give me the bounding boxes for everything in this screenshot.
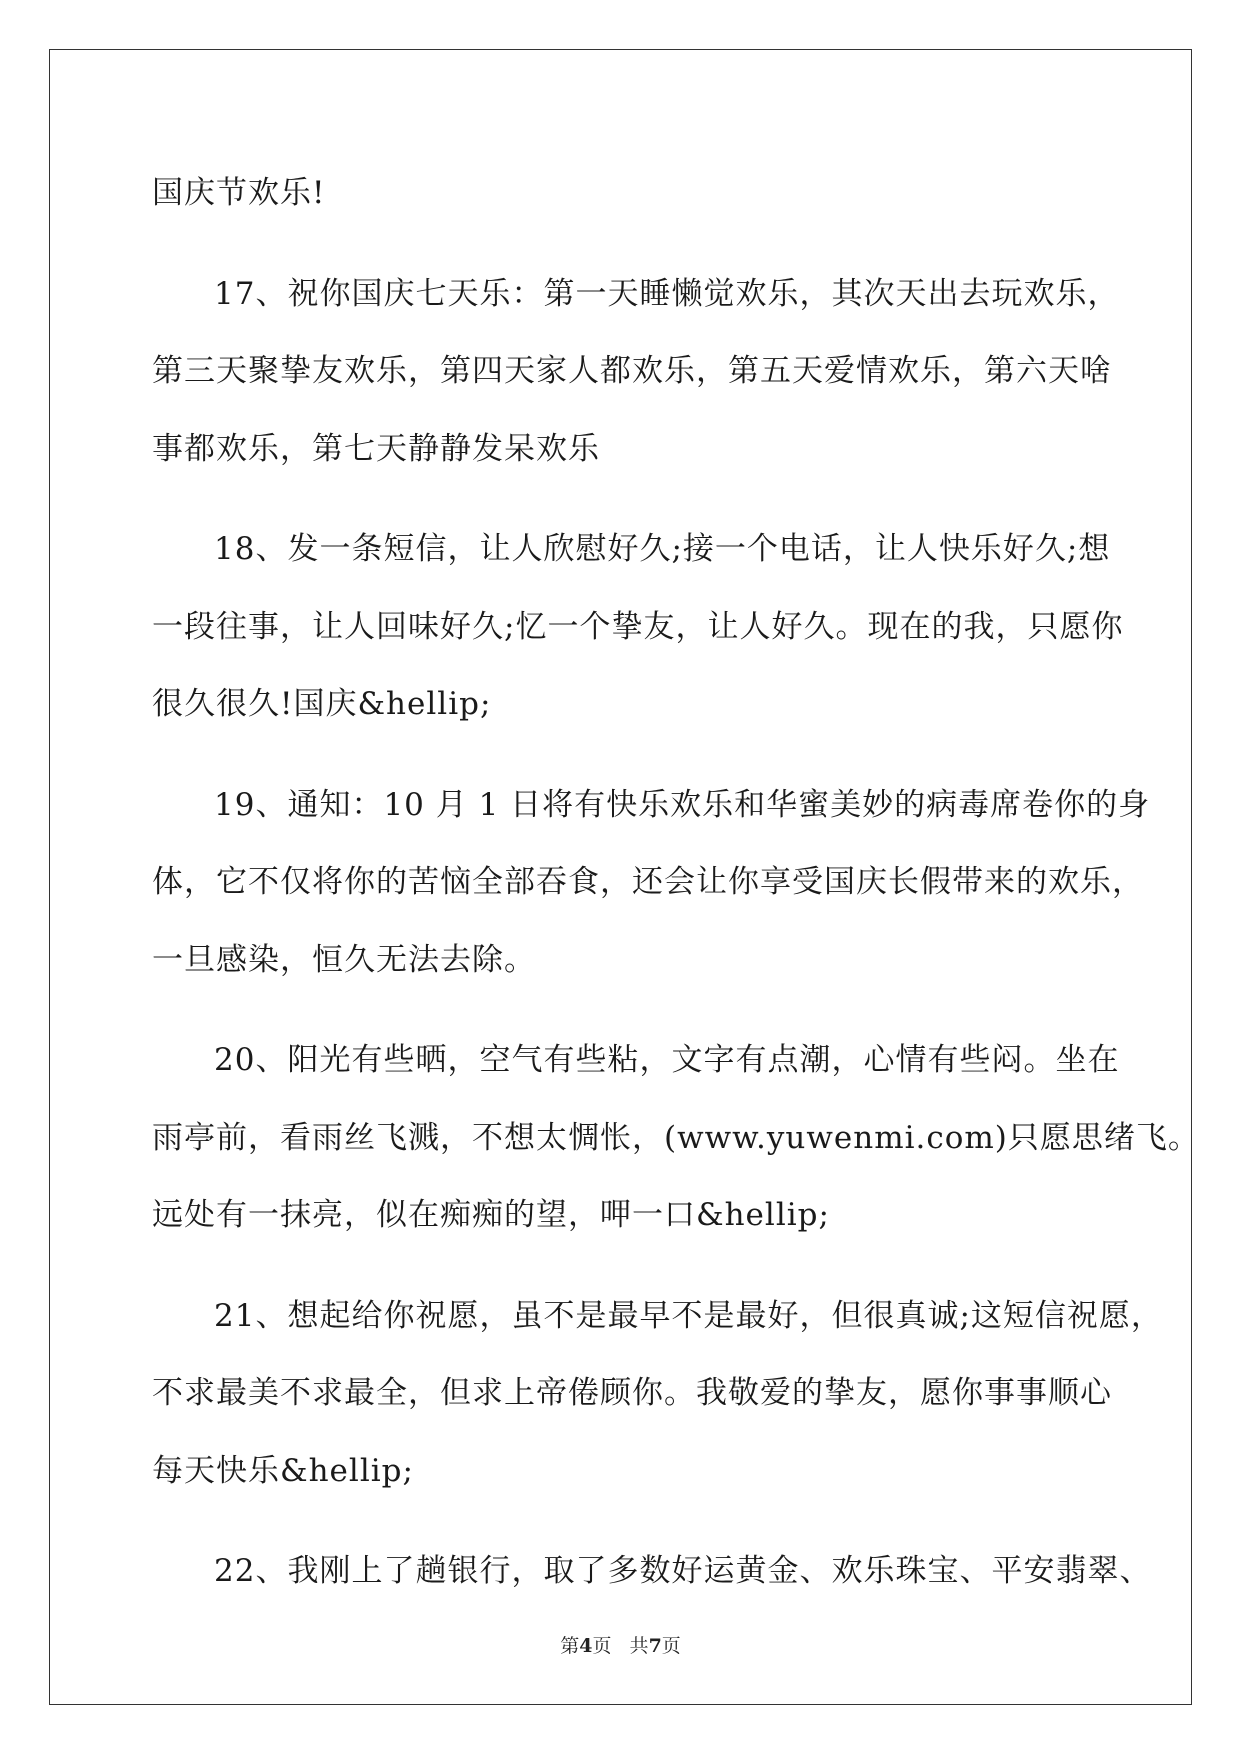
paragraph — [152, 511, 1124, 744]
page-total: 7 — [648, 1635, 662, 1657]
paragraph — [152, 1533, 1152, 1611]
text-line: 雨亭前，看雨丝飞溅，不想太惆怅，(www.yuwenmi.com)只愿思绪飞。 — [152, 1119, 1200, 1156]
footer-prefix: 第 — [560, 1635, 580, 1657]
text-line: 21、想起给你祝愿，虽不是最早不是最好，但很真诚;这短信祝愿， — [214, 1297, 1163, 1334]
paragraph — [152, 767, 1151, 1000]
text-line: 第三天聚挚友欢乐，第四天家人都欢乐，第五天爱情欢乐，第六天啥 — [152, 353, 1112, 389]
paragraph — [152, 1022, 1200, 1255]
text-line: 22、我刚上了趟银行，取了多数好运黄金、欢乐珠宝、平安翡翠、 — [214, 1553, 1152, 1589]
footer-suffix: 页 — [661, 1635, 681, 1657]
text-line: 远处有一抹亮，似在痴痴的望，呷一口&hellip; — [152, 1197, 830, 1233]
paragraph — [152, 256, 1120, 489]
text-line: 20、阳光有些晒，空气有些粘，文字有点潮，心情有些闷。坐在 — [214, 1042, 1120, 1078]
paragraph — [152, 1278, 1163, 1511]
text-line: 18、发一条短信，让人欣慰好久;接一个电话，让人快乐好久;想 — [214, 531, 1111, 567]
text-line: 很久很久!国庆&hellip; — [152, 686, 492, 722]
text-line: 17、祝你国庆七天乐：第一天睡懒觉欢乐，其次天出去玩欢乐， — [214, 275, 1120, 312]
text-line: 事都欢乐，第七天静静发呆欢乐 — [152, 430, 600, 467]
text-line: 不求最美不求最全，但求上帝倦顾你。我敬爱的挚友，愿你事事顺心 — [152, 1375, 1112, 1411]
text-line: 一旦感染，恒久无法去除。 — [152, 941, 536, 978]
text-line: 每天快乐&hellip; — [152, 1452, 414, 1489]
text-line: 19、通知：10 月 1 日将有快乐欢乐和华蜜美妙的病毒席卷你的身 — [214, 786, 1151, 823]
text-line: 国庆节欢乐! — [152, 175, 326, 211]
document-body — [152, 155, 1200, 1634]
footer-mid: 页 共 — [592, 1635, 649, 1657]
page-footer — [0, 1631, 1241, 1658]
text-line: 体，它不仅将你的苦恼全部吞食，还会让你享受国庆长假带来的欢乐， — [152, 864, 1144, 900]
text-line: 一段往事，让人回味好久;忆一个挚友，让人好久。现在的我，只愿你 — [152, 608, 1124, 645]
paragraph — [152, 155, 1090, 233]
page-number: 4 — [579, 1635, 593, 1657]
